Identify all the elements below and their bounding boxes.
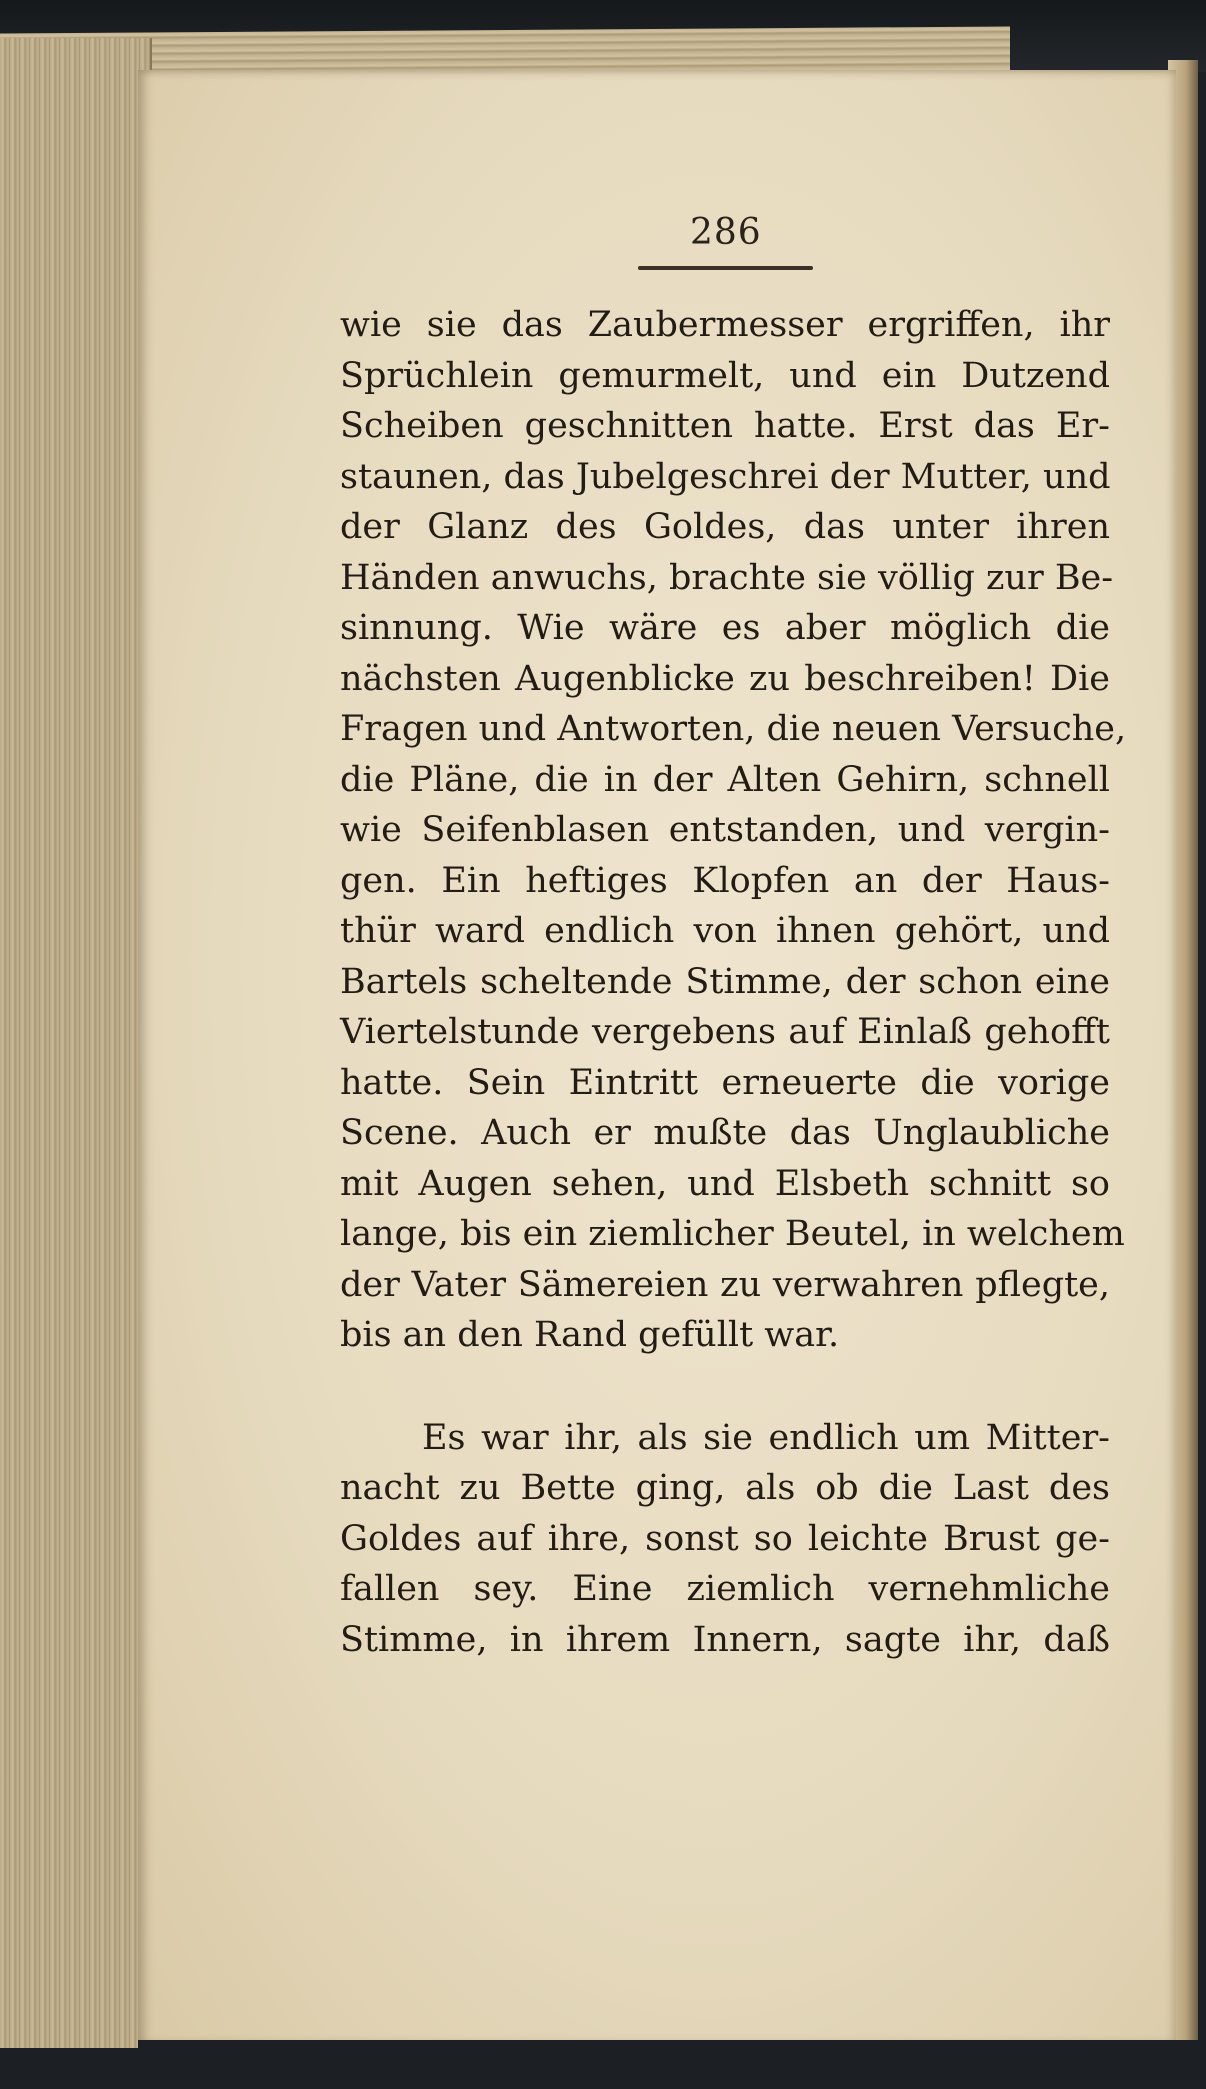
paragraph-gap <box>340 1361 1110 1413</box>
text-line: Sprüchlein gemurmelt, und ein Dutzend <box>340 355 1110 396</box>
text-line: wie sie das Zaubermesser ergriffen, ihr <box>340 305 1110 345</box>
page-stack-left-edge <box>0 38 152 2048</box>
header-rule <box>638 266 813 270</box>
text-line: wie Seifenblasen entstanden, und vergin- <box>340 810 1110 850</box>
text-line: Scheiben geschnitten hatte. Erst das Er- <box>340 406 1110 446</box>
paragraph-1 <box>340 300 1127 1361</box>
text-line: bis an den Rand gefüllt war. <box>340 1315 840 1355</box>
text-line: Scene. Auch er mußte das Unglaubliche <box>340 1113 1110 1153</box>
text-line: Händen anwuchs, brachte sie völlig zur Be- <box>340 557 1114 598</box>
text-line: nacht zu Bette ging, als ob die Last des <box>340 1468 1110 1508</box>
body-text <box>340 300 1127 1665</box>
text-line: thür ward endlich von ihnen gehört, und <box>340 911 1110 951</box>
text-line: nächsten Augenblicke zu beschreiben! Die <box>340 658 1110 699</box>
text-line: lange, bis ein ziemlicher Beutel, in welchem <box>340 1214 1125 1254</box>
text-line: Viertelstunde vergebens auf Einlaß gehofft <box>340 1012 1110 1052</box>
text-line: Stimme, in ihrem Innern, sagte ihr, daß <box>340 1619 1110 1660</box>
text-line: der Vater Sämereien zu verwahren pflegte, <box>340 1264 1110 1305</box>
text-line: Goldes auf ihre, sonst so leichte Brust ge- <box>340 1518 1110 1559</box>
text-line: Fragen und Antworten, die neuen Versuche, <box>340 709 1127 749</box>
text-line: die Pläne, die in der Alten Gehirn, schnell <box>340 759 1110 800</box>
text-line: der Glanz des Goldes, das unter ihren <box>340 507 1110 547</box>
text-line: gen. Ein heftiges Klopfen an der Haus- <box>340 860 1110 901</box>
text-line: mit Augen sehen, und Elsbeth schnitt so <box>340 1163 1110 1204</box>
text-line: Bartels scheltende Stimme, der schon eine <box>340 961 1110 1002</box>
text-line: sinnung. Wie wäre es aber möglich die <box>340 608 1110 648</box>
page-number: 286 <box>690 212 762 253</box>
text-line: fallen sey. Eine ziemlich vernehmliche <box>340 1569 1110 1609</box>
text-line: staunen, das Jubelgeschrei der Mutter, und <box>340 456 1111 497</box>
paragraph-2 <box>340 1413 1110 1666</box>
page-bottom-shadow <box>138 2040 1198 2089</box>
text-line: hatte. Sein Eintritt erneuerte die vorige <box>340 1062 1110 1103</box>
text-line: Es war ihr, als sie endlich um Mitter- <box>422 1417 1110 1458</box>
